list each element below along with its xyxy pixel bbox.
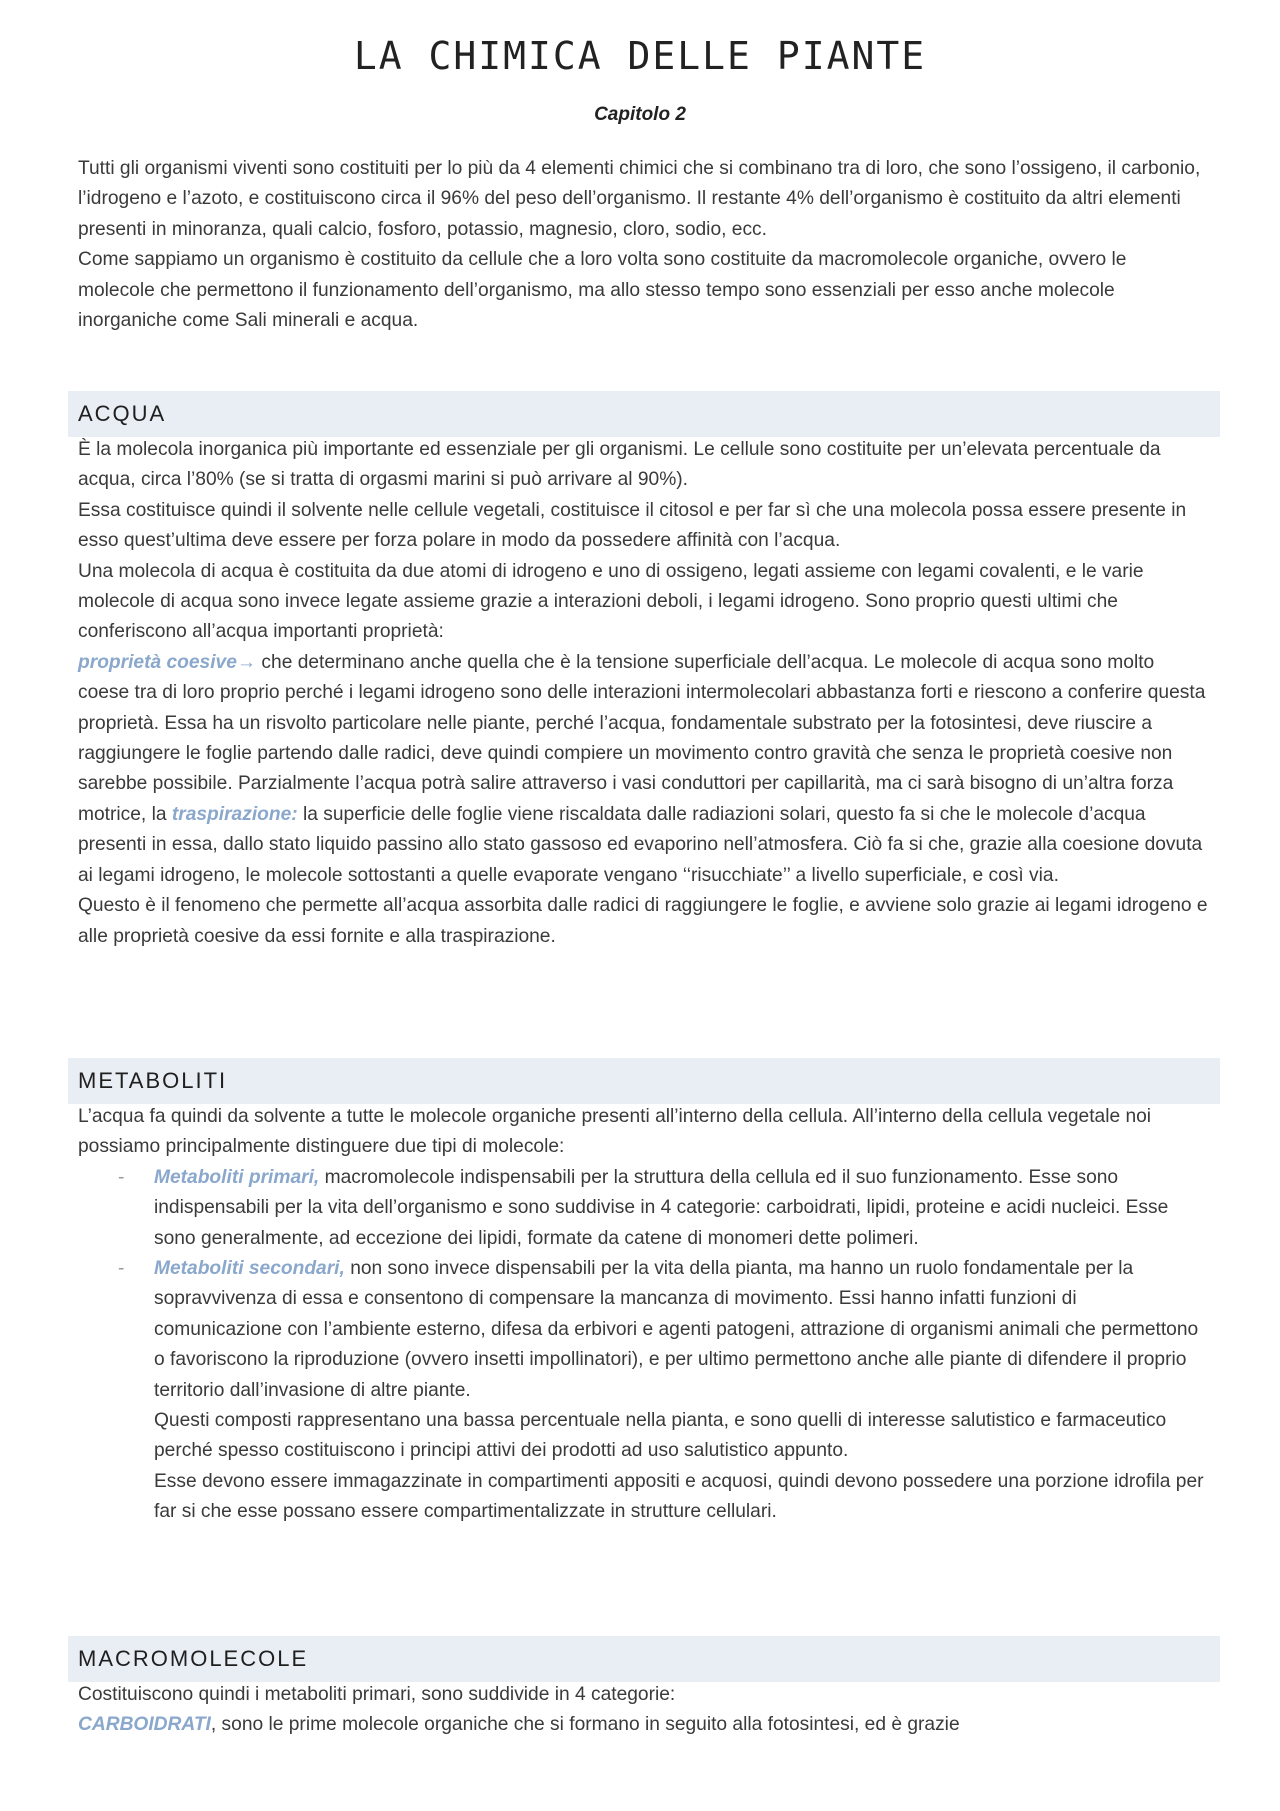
intro-paragraph-2: Come sappiamo un organismo è costituito da cellule che a loro volta sono costituite da macromolecole organiche, ovvero le molecole che permettono il funzionamento dell’organismo, ma allo stesso tempo sono essenziali per esso anche molecole inorganiche come Sali minerali e acqua.	[78, 249, 1127, 332]
acqua-paragraph-1: È la molecola inorganica più importante ed essenziale per gli organismi. Le cellule sono costituite per un’elevata percentuale da acqua, circa l’80% (se si tratta di orgasmi marini si può arrivare al 90%).	[78, 439, 1161, 491]
metaboliti-primari-text: macromolecole indispensabili per la struttura della cellula ed il suo funzionamento. Esse sono indispensabili per la vita dell’organismo e sono suddivise in 4 categorie: carboidrati, lipidi, proteine e acidi nucleici. Esse sono generalmente, ad eccezione dei lipidi, formate da catene di monomeri dette polimeri.	[154, 1166, 1169, 1249]
highlight-traspirazione: traspirazione:	[171, 803, 298, 825]
metaboliti-secondari-paragraph-2: Questi composti rappresentano una bassa percentuale nella pianta, e sono quelli di interesse salutistico e farmaceutico perché spesso costituiscono i principi attivi dei prodotti ad uso salutistico appunto.	[154, 1410, 1167, 1462]
acqua-section	[78, 435, 1208, 952]
section-heading-acqua	[68, 391, 1220, 437]
list-item	[78, 1163, 1208, 1254]
metaboliti-secondari-text: non sono invece dispensabili per la vita della pianta, ma hanno un ruolo fondamentale per la sopravvivenza di essa e consentono di compensare la mancanza di movimento. Essi hanno infatti funzioni di comunicazione con l’ambiente esterno, difesa da erbivori e agenti patogeni, attrazione di organismi animali che permettono o favoriscono la riproduzione (ovvero insetti impollinatori), e per ultimo permettono anche alle piante di difendere il proprio territorio dall’invasione di altre piante.	[154, 1258, 1199, 1401]
acqua-paragraph-2: Essa costituisce quindi il solvente nelle cellule vegetali, costituisce il citosol e per far sì che una molecola possa essere presente in esso quest’ultima deve essere per forza polare in modo da possedere affinità con l’acqua.	[78, 499, 1187, 552]
page-title: LA CHIMICA DELLE PIANTE	[353, 34, 927, 78]
carboidrati-text: , sono le prime molecole organiche che si formano in seguito alla fotosintesi, ed è grazie	[210, 1714, 960, 1736]
dash-bullet: -	[118, 1258, 125, 1280]
metaboliti-secondari-paragraph-3: Esse devono essere immagazzinate in compartimenti appositi e acquosi, quindi devono possedere una porzione idrofila per far si che esse possano essere compartimentalizzate in strutture cellulari.	[154, 1470, 1204, 1523]
acqua-paragraph-4-text-b: la superficie delle foglie viene riscaldata dalle radiazioni solari, questo fa si che le molecole d’acqua presenti in essa, dallo stato liquido passino allo stato gassoso ed evaporino nell’atmosfera. Ciò fa si che, grazie alla coesione dovuta ai legami idrogeno, le molecole sottostanti a quelle evaporate vengano ‘‘risucchiate’’ a livello superficiale, e così via.	[78, 803, 1203, 886]
highlight-metaboliti-secondari: Metaboliti secondari,	[154, 1258, 345, 1280]
section-heading-acqua-label: ACQUA	[78, 401, 167, 426]
metaboliti-section	[78, 1102, 1208, 1528]
metaboliti-list	[78, 1163, 1208, 1528]
list-item	[78, 1254, 1208, 1528]
section-heading-metaboliti-label: METABOLITI	[78, 1068, 228, 1093]
acqua-paragraph-5: Questo è il fenomeno che permette all’acqua assorbita dalle radici di raggiungere le foglie, e avviene solo grazie ai legami idrogeno e alle proprietà coesive da essi fornite e alla traspirazione.	[78, 895, 1208, 947]
highlight-proprieta-coesive: proprietà coesive	[78, 651, 237, 673]
dash-bullet: -	[118, 1166, 125, 1188]
arrow-right-icon: →	[236, 651, 257, 673]
macromolecole-paragraph-1: Costituiscono quindi i metaboliti primari, sono suddivide in 4 categorie:	[78, 1684, 676, 1705]
highlight-metaboliti-primari: Metaboliti primari,	[154, 1166, 320, 1188]
highlight-carboidrati: CARBOIDRATI	[78, 1714, 211, 1736]
chapter-subtitle: Capitolo 2	[594, 104, 686, 125]
section-heading-metaboliti	[68, 1058, 1220, 1104]
acqua-paragraph-4	[78, 648, 1208, 891]
section-heading-macromolecole-label: MACROMOLECOLE	[78, 1646, 309, 1671]
acqua-paragraph-3: Una molecola di acqua è costituita da due atomi di idrogeno e uno di ossigeno, legati assieme con legami covalenti, e le varie molecole di acqua sono invece legate assieme grazie a interazioni deboli, i legami idrogeno. Sono proprio questi ultimi che conferiscono all’acqua importanti proprietà:	[78, 560, 1144, 643]
metaboliti-paragraph-1: L’acqua fa quindi da solvente a tutte le molecole organiche presenti all’interno della cellula. All’interno della cellula vegetale noi possiamo principalmente distinguere due tipi di molecole:	[78, 1106, 1152, 1158]
macromolecole-paragraph-2	[78, 1710, 1208, 1740]
intro-paragraph-1: Tutti gli organismi viventi sono costituiti per lo più da 4 elementi chimici che si combinano tra di loro, che sono l’ossigeno, il carbonio, l’idrogeno e l’azoto, e costituiscono circa il 96% del peso dell’organismo. Il restante 4% dell’organismo è costituito da altri elementi presenti in minoranza, quali calcio, fosforo, potassio, magnesio, cloro, sodio, ecc.	[78, 158, 1201, 240]
intro-section	[78, 154, 1208, 336]
section-heading-macromolecole	[68, 1636, 1220, 1682]
acqua-paragraph-4-text-a: che determinano anche quella che è la tensione superficiale dell’acqua. Le molecole di acqua sono molto coese tra di loro proprio perché i legami idrogeno sono delle interazioni intermolecolari abbastanza forti e riescono a conferire questa proprietà. Essa ha un risvolto particolare nelle piante, perché l’acqua, fondamentale substrato per la fotosintesi, deve riuscire a raggiungere le foglie partendo dalle radici, deve quindi compiere un movimento contro gravità che senza le proprietà coesive non sarebbe possibile. Parzialmente l’acqua potrà salire attraverso i vasi conduttori per capillarità, ma ci sarà bisogno di un’altra forza motrice, la	[78, 651, 1206, 825]
macromolecole-section	[78, 1680, 1208, 1741]
